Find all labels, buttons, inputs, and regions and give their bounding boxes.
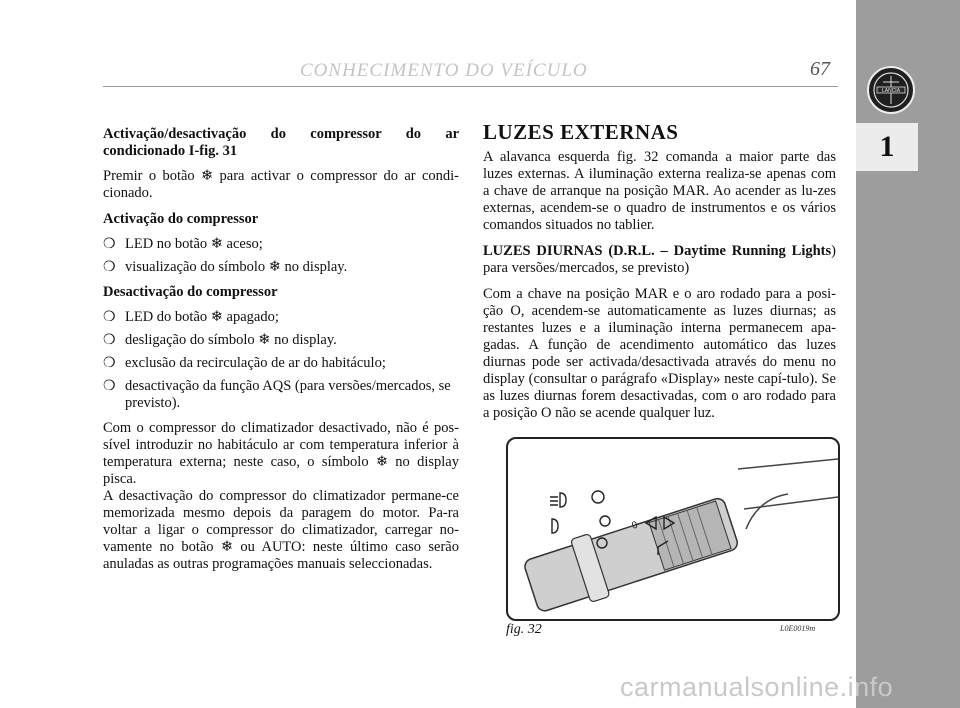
list-item-text: visualização do símbolo ❄ no display.: [125, 259, 348, 275]
bullet-circle-icon: ❍: [103, 356, 116, 371]
bullet-circle-icon: ❍: [103, 379, 116, 394]
drl-heading: [483, 243, 836, 277]
bullet-circle-icon: ❍: [103, 237, 116, 252]
exterior-lights-paragraph: A alavanca esquerda fig. 32 comanda a maior parte das luzes externas. A iluminação externa realiza-se apenas com a chave de arranque na posição MAR. Ao acender as lu-zes externas, acendem-se o quadro de instrumentos e os vários comandos situados no tablier.: [483, 149, 836, 233]
figure-code: L0E0019m: [780, 624, 816, 633]
bullet-circle-icon: ❍: [103, 333, 116, 348]
drl-paragraph: Com a chave na posição MAR e o aro rodado para a posi-ção O, acendem-se automaticamente as luzes diurnas; as restantes luzes e a iluminação interna permanecem apa-gadas. A função de acendimento automático das luzes diurnas pode ser activada/desactivada através do menu no display (consultar o parágrafo «Display» neste capí-tulo). Se as luzes diurnas forem desactivadas, com o aro rodado para a posição O não se acende qualquer luz.: [483, 286, 836, 421]
lancia-logo-icon: [867, 66, 915, 114]
bullet-circle-icon: ❍: [103, 260, 116, 275]
activation-list: [103, 236, 459, 276]
stalk-position-label: 0: [630, 519, 640, 532]
compressor-off-paragraph: Com o compressor do climatizador desactivado, não é pos-sível introduzir no habitáculo ar com temperatura inferior à temperatura externa; neste caso, o símbolo ❄ no display pisca.: [103, 420, 459, 487]
header-divider: [103, 86, 838, 87]
stalk-illustration: [506, 437, 840, 621]
list-item: [103, 355, 459, 372]
list-item: [103, 378, 459, 412]
compressor-intro: Premir o botão ❄ para activar o compressor do ar condi-cionado.: [103, 168, 459, 201]
left-column: [103, 126, 459, 582]
right-column: [483, 120, 836, 431]
deactivation-heading: Desactivação do compressor: [103, 284, 278, 300]
chapter-number: 1: [856, 123, 918, 171]
list-item: [103, 332, 459, 349]
list-item-text: desactivação da função AQS (para versões/mercados, se previsto).: [125, 378, 451, 411]
list-item: [103, 259, 459, 276]
running-header-title: CONHECIMENTO DO VEÍCULO: [300, 60, 588, 81]
list-item-text: LED do botão ❄ apagado;: [125, 309, 279, 325]
logo-text: LANCIA: [881, 88, 901, 94]
watermark: carmanualsonline.info: [620, 672, 894, 702]
page-number: 67: [810, 58, 830, 80]
list-item-text: LED no botão ❄ aceso;: [125, 236, 263, 252]
activation-heading: Activação do compressor: [103, 211, 259, 227]
list-item-text: exclusão da recirculação de ar do habitáculo;: [125, 355, 386, 371]
list-item: [103, 236, 459, 253]
figure-caption: fig. 32: [506, 622, 542, 637]
compressor-memory-paragraph: A desactivação do compressor do climatizador permane-ce memorizada mesmo depois da paragem do motor. Pa-ra voltar a ligar o compressor do climatizador, carregar no-vamente no botão ❄ ou AUTO: neste último caso serão anuladas as outras programações manuais seleccionadas.: [103, 488, 459, 572]
compressor-section-heading: Activação/desactivação do compressor do ar condicionado I-fig. 31: [103, 126, 459, 159]
list-item-text: desligação do símbolo ❄ no display.: [125, 332, 337, 348]
deactivation-list: [103, 309, 459, 412]
bullet-circle-icon: ❍: [103, 310, 116, 325]
list-item: [103, 309, 459, 326]
drl-heading-rest: ) para versões/mercados, se previsto): [483, 243, 836, 276]
exterior-lights-heading: LUZES EXTERNAS: [483, 120, 679, 144]
drl-heading-bold: LUZES DIURNAS (D.R.L. – Daytime Running Lights: [483, 243, 832, 259]
